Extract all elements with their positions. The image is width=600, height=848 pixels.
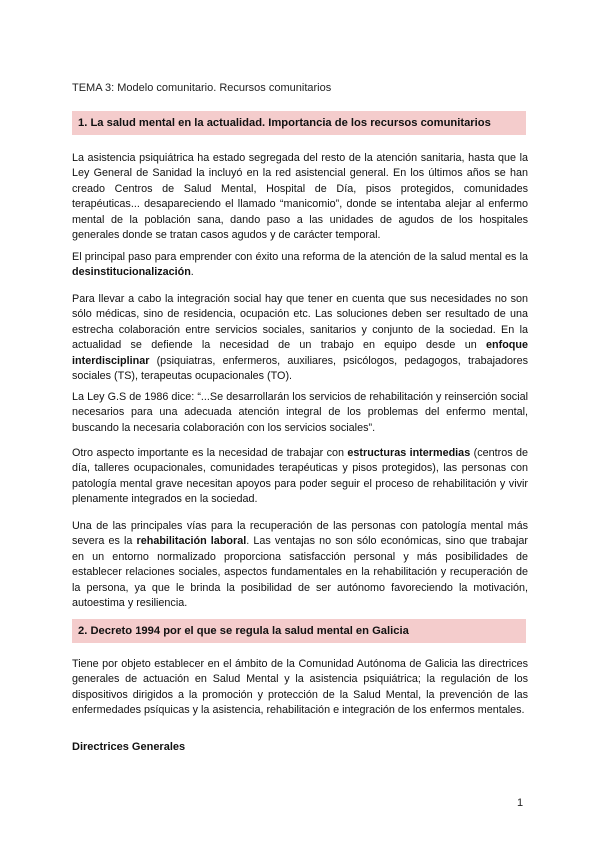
paragraph-5-bold: estructuras intermedias — [347, 447, 471, 459]
page-number: 1 — [517, 797, 524, 809]
paragraph-5 — [72, 446, 528, 508]
paragraph-3-text: Para llevar a cabo la integración social hay que tener en cuenta que sus necesidades no son sólo médicas, sino de residencia, ocupación etc. Las soluciones deben ser resultado de una estrecha colaboración entre servicios sociales, sanitarios y conjunto de la sociedad. En la actualidad se defiende la necesidad de un trabajo en equipo desde un — [72, 293, 528, 352]
paragraph-4: La Ley G.S de 1986 dice: “...Se desarrollarán los servicios de rehabilitación y reinserción social necesarios para una adecuada atención integral de los problemas del enfermo mental, buscando la necesaria colaboración con los servicios sociales”. — [72, 391, 528, 434]
paragraph-5-text: Otro aspecto importante es la necesidad de trabajar con — [72, 447, 348, 459]
paragraph-7: Tiene por objeto establecer en el ámbito de la Comunidad Autónoma de Galicia las directrices generales de actuación en Salud Mental y la asistencia psiquiátrica; la regulación de los dispositivos dirigidos a la promoción y protección de la Salud Mental, la prevención de las enfermedades psíquicas y la asistencia, rehabilitación e integración de los enfermos mentales. — [72, 658, 528, 717]
paragraph-6-text: Una de las principales vías para la recuperación de las personas con patología mental más severa es la — [72, 520, 528, 548]
section-heading-1: 1. La salud mental en la actualidad. Importancia de los recursos comunitarios — [72, 111, 526, 135]
page-header: TEMA 3: Modelo comunitario. Recursos comunitarios — [72, 82, 332, 94]
paragraph-3-end: (psiquiatras, enfermeros, auxiliares, psicólogos, pedagogos, trabajadores sociales (TS), terapeutas ocupacionales (TO). — [72, 354, 528, 383]
paragraph-5-end: (centros de día, talleres ocupacionales, comunidades terapéuticas y pisos protegidos), las personas con patología mental grave necesitan apoyos para poder seguir el proceso de rehabilitación y vivir plenamente integrados en la sociedad. — [72, 447, 528, 506]
paragraph-1: La asistencia psiquiátrica ha estado segregada del resto de la atención sanitaria, hasta que la Ley General de Sanidad la incluyó en la red asistencial general. En los últimos años se han creado Centros de Salud Mental, Hospital de Día, pisos protegidos, comunidades terapéuticas... desapareciendo el llamado “manicomio”, donde se intentaba alejar al enfermo mental de la población sana, dando paso a las unidades de agudos de los hospitales generales donde se tratan casos agudos y de carácter temporal. — [72, 152, 528, 242]
paragraph-3-bold: enfoque interdisciplinar — [72, 339, 528, 367]
paragraph-2 — [72, 250, 528, 281]
subheading-directrices: Directrices Generales — [72, 741, 186, 753]
paragraph-6 — [72, 519, 528, 611]
paragraph-2-text: El principal paso para emprender con éxito una reforma de la atención de la salud mental es la — [72, 251, 528, 263]
paragraph-2-end: . — [190, 266, 194, 279]
paragraph-6-end: . Las ventajas no son sólo económicas, sino que trabajar en un entorno normalizado proporciona satisfacción personal y más posibilidades de establecer relaciones sociales, aspectos fundamentales en la rehabilitación y recuperación de la persona, ya que le brinda la posibilidad de ser autónomo favoreciendo la motivación, autoestima y resiliencia. — [72, 535, 528, 610]
paragraph-6-bold: rehabilitación laboral — [136, 535, 247, 548]
paragraph-2-bold: desinstitucionalización — [72, 266, 191, 279]
paragraph-3 — [72, 292, 528, 384]
section-heading-2: 2. Decreto 1994 por el que se regula la salud mental en Galicia — [72, 619, 526, 643]
